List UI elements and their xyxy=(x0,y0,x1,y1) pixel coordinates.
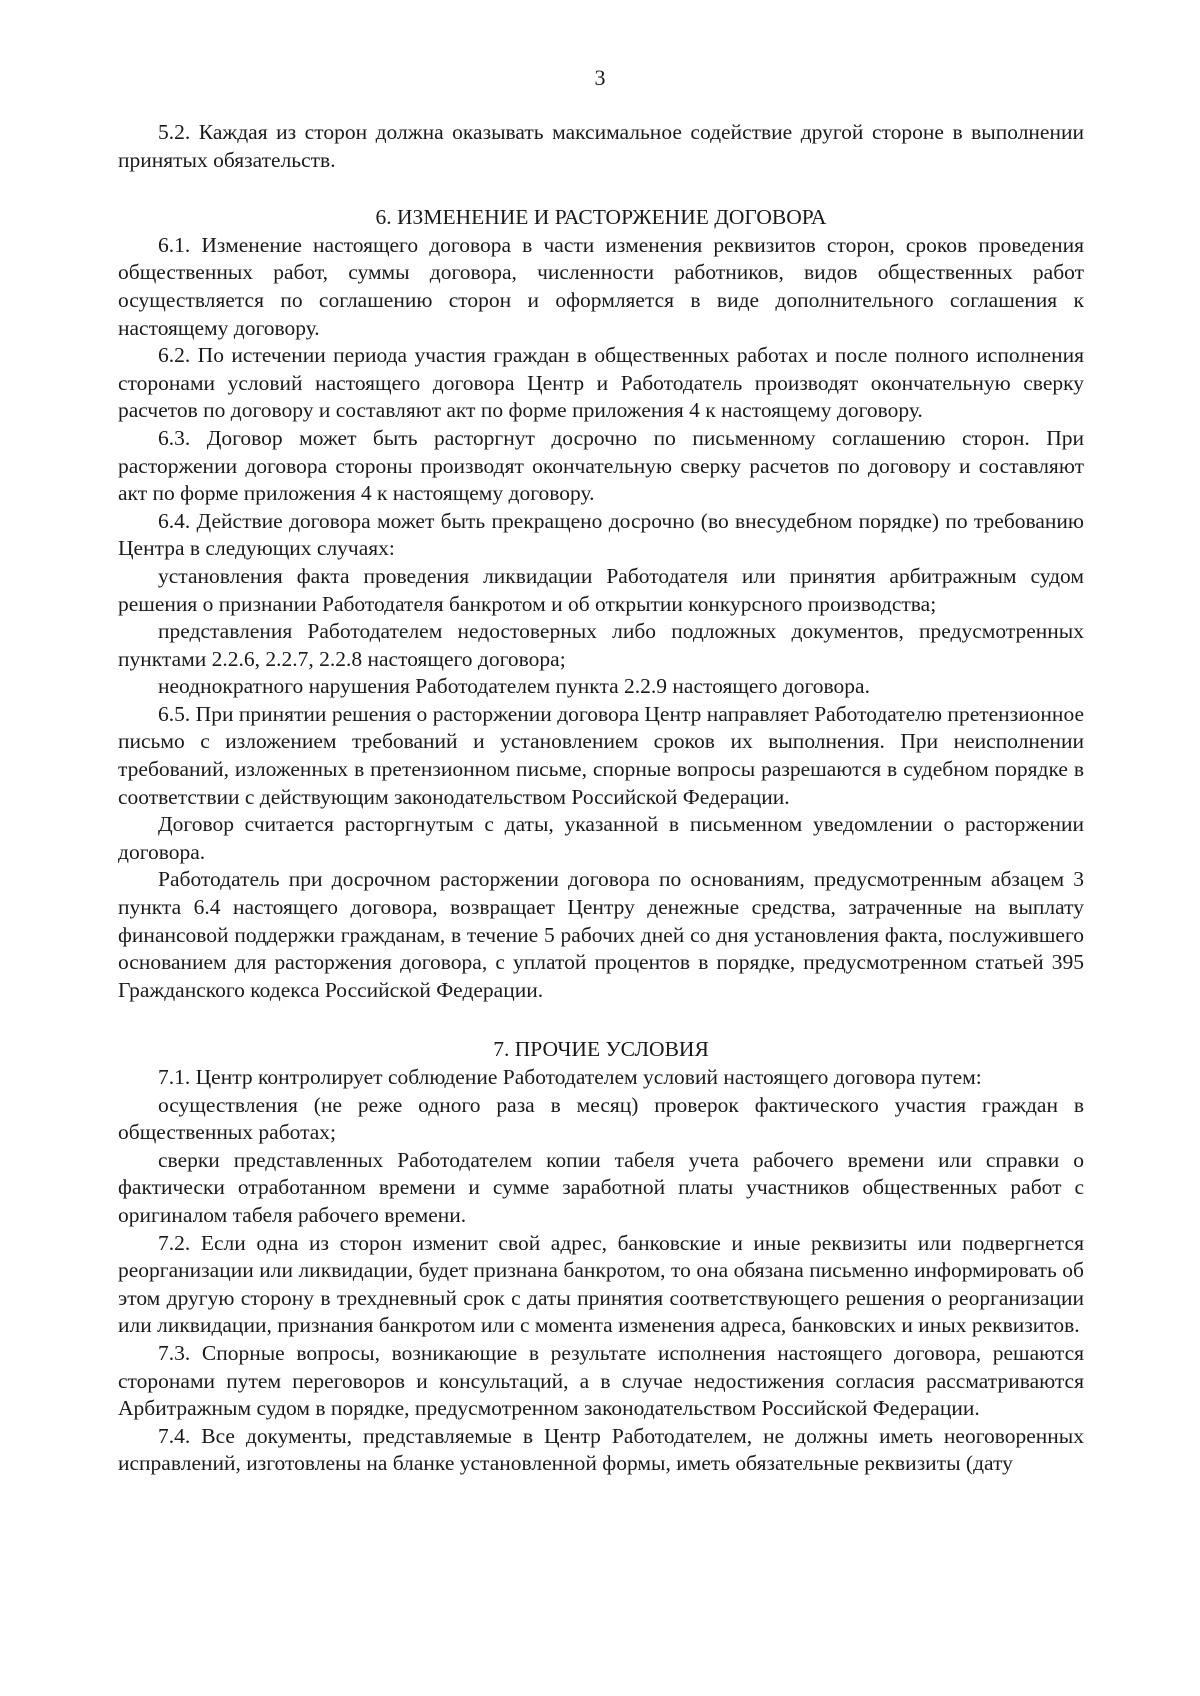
paragraph-7-1: 7.1. Центр контролирует соблюдение Работодателем условий настоящего договора путем: xyxy=(158,1065,982,1089)
paragraph-6-4-case-2: представления Работодателем недостоверных либо подложных документов, предусмотренных пунктами 2.2.6, 2.2.7, 2.2.8 настоящего договора; xyxy=(118,619,1084,671)
document-body xyxy=(118,119,1084,1478)
paragraph-7-1-item-1: осуществления (не реже одного раза в месяц) проверок фактического участия граждан в общественных работах; xyxy=(118,1092,1084,1145)
section-6-heading: 6. ИЗМЕНЕНИЕ И РАСТОРЖЕНИЕ ДОГОВОРА xyxy=(375,205,827,230)
section-7-heading: 7. ПРОЧИЕ УСЛОВИЯ xyxy=(493,1037,709,1062)
paragraph-7-1-item-2: сверки представленных Работодателем копии табеля учета рабочего времени или справки о фактически отработанном времени и сумме заработной платы участников общественных работ с оригиналом табеля рабочего времени. xyxy=(118,1147,1084,1227)
paragraph-6-5-refund: Работодатель при досрочном расторжении договора по основаниям, предусмотренным абзацем 3 пункта 6.4 настоящего договора, возвращает Центру денежные средства, затраченные на выплату финансовой поддержки гражданам, в течение 5 рабочих дней со дня установления факта, послужившего основанием для расторжения договора, с уплатой процентов в порядке, предусмотренном статьей 395 Гражданского кодекса Российской Федерации. xyxy=(118,867,1084,1002)
paragraph-6-1: 6.1. Изменение настоящего договора в части изменения реквизитов сторон, сроков проведения общественных работ, суммы договора, численности работников, видов общественных работ осуществляется по соглашению сторон и оформляется в виде дополнительного соглашения к настоящему договору. xyxy=(118,232,1084,340)
paragraph-6-2: 6.2. По истечении периода участия граждан в общественных работах и после полного исполнения сторонами условий настоящего договора Центр и Работодатель производят окончательную сверку расчетов по договору и составляют акт по форме приложения 4 к настоящему договору. xyxy=(118,343,1084,423)
paragraph-6-4-case-1: установления факта проведения ликвидации Работодателя или принятия арбитражным судом решения о признании Работодателя банкротом и об открытии конкурсного производства; xyxy=(118,563,1084,616)
paragraph-6-4-case-3: неоднократного нарушения Работодателем пункта 2.2.9 настоящего договора. xyxy=(158,674,870,699)
paragraph-7-3: 7.3. Спорные вопросы, возникающие в результате исполнения настоящего договора, решаются сторонами путем переговоров и консультаций, а в случае недостижения согласия рассматриваются Арбитражным судом в порядке, предусмотренном законодательством Российской Федерации. xyxy=(118,1340,1084,1421)
paragraph-7-4: 7.4. Все документы, представляемые в Центр Работодателем, не должны иметь неоговоренных исправлений, изготовлены на бланке установленной формы, иметь обязательные реквизиты (дату xyxy=(118,1423,1084,1476)
paragraph-5-2: 5.2. Каждая из сторон должна оказывать максимальное содействие другой стороне в выполнении принятых обязательств. xyxy=(118,120,1084,172)
paragraph-6-4: 6.4. Действие договора может быть прекращено досрочно (во внесудебном порядке) по требованию Центра в следующих случаях: xyxy=(118,508,1084,561)
paragraph-6-3: 6.3. Договор может быть расторгнут досрочно по письменному соглашению сторон. При расторжении договора стороны производят окончательную сверку расчетов по договору и составляют акт по форме приложения 4 к настоящему договору. xyxy=(118,425,1084,506)
paragraph-6-5: 6.5. При принятии решения о расторжении договора Центр направляет Работодателю претензионное письмо с изложением требований и установлением сроков их выполнения. При неисполнении требований, изложенных в претензионном письме, спорные вопросы разрешаются в судебном порядке в соответствии с действующим законодательством Российской Федерации. xyxy=(118,701,1084,809)
paragraph-6-5-termination-date: Договор считается расторгнутым с даты, указанной в письменном уведомлении о расторжении договора. xyxy=(118,812,1084,864)
page-number: 3 xyxy=(594,65,606,90)
paragraph-7-2: 7.2. Если одна из сторон изменит свой адрес, банковские и иные реквизиты или подвергнется реорганизации или ликвидации, будет признана банкротом, то она обязана письменно информировать об этом другую сторону в трехдневный срок с даты принятия соответствующего решения о реорганизации или ликвидации, признания банкротом или с момента изменения адреса, банковских и иных реквизитов. xyxy=(118,1230,1084,1338)
